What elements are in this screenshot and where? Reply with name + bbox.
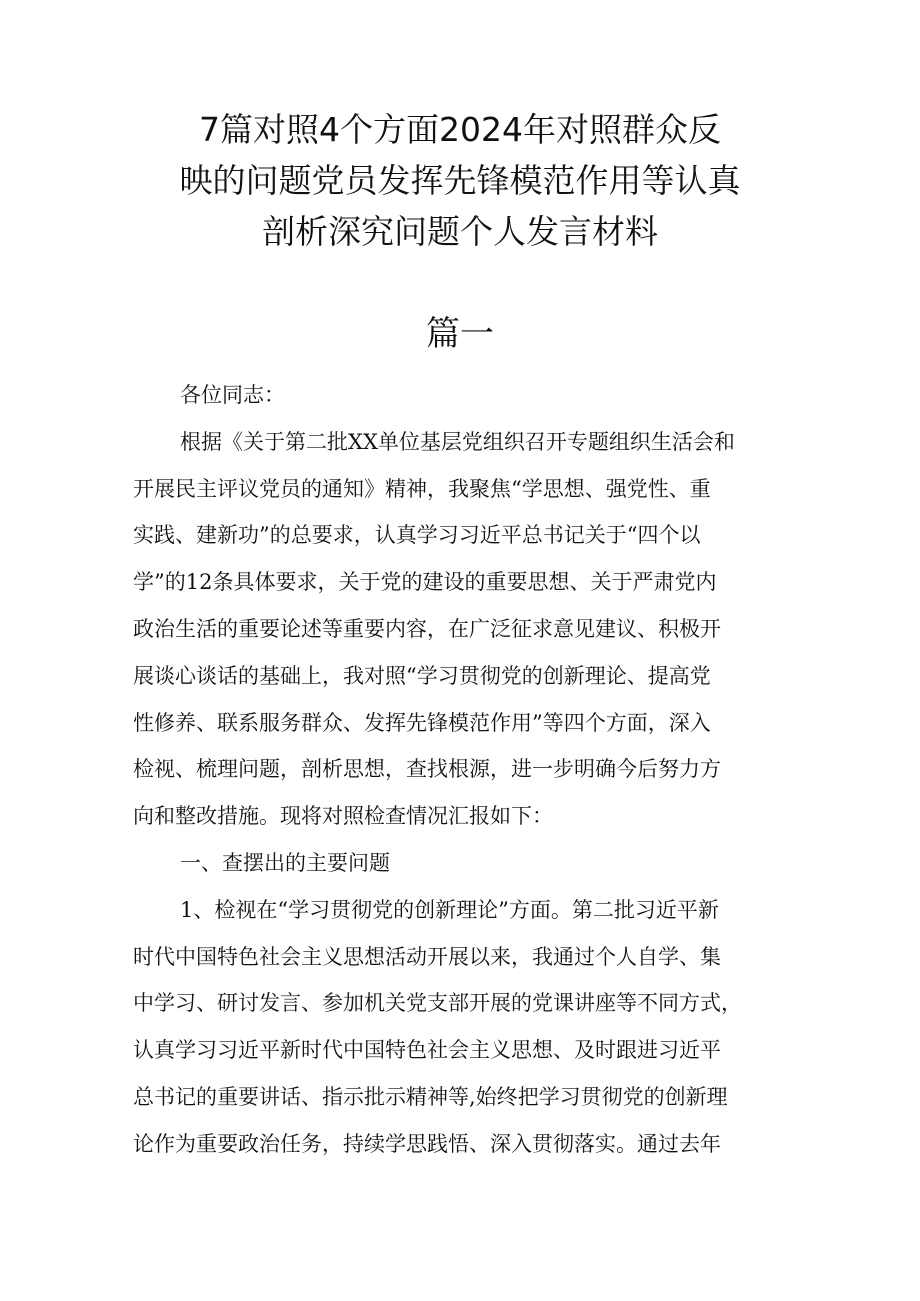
body-line: 性修养、联系服务群众、发挥先锋模范作用”等四个方面，深入 (133, 710, 711, 735)
document-title (110, 104, 810, 257)
document-body (133, 372, 793, 1168)
body-line: 政治生活的重要论述等重要内容，在广泛征求意见建议、积极开 (133, 616, 721, 641)
body-line: 展谈心谈话的基础上，我对照“学习贯彻党的创新理论、提高党 (133, 663, 711, 688)
body-line: 中学习、研讨发言、参加机关党支部开展的党课讲座等不同方式， (133, 991, 742, 1016)
title-line: 7篇对照4个方面2024年对照群众反 (199, 110, 721, 149)
body-line: 学”的12条具体要求，关于党的建设的重要思想、关于严肃党内 (133, 570, 717, 595)
body-line: 时代中国特色社会主义思想活动开展以来，我通过个人自学、集 (133, 944, 721, 969)
body-line: 开展民主评议党员的通知》精神，我聚焦“学思想、强党性、重 (133, 476, 711, 501)
body-line: 论作为重要政治任务，持续学思践悟、深入贯彻落实。通过去年 (133, 1131, 721, 1156)
body-line: 一、查摆出的主要问题 (180, 850, 390, 875)
body-line: 向和整改措施。现将对照检查情况汇报如下： (133, 804, 553, 829)
body-line: 实践、建新功”的总要求，认真学习习近平总书记关于“四个以 (133, 523, 701, 548)
body-line: 各位同志： (180, 383, 285, 407)
title-line: 剖析深究问题个人发言材料 (262, 212, 658, 251)
title-line: 映的问题党员发挥先锋模范作用等认真 (179, 161, 741, 200)
section-heading: 篇一 (426, 314, 494, 354)
body-line: 总书记的重要讲话、指示批示精神等,始终把学习贯彻党的创新理 (133, 1084, 728, 1109)
body-line: 根据《关于第二批XX单位基层党组织召开专题组织生活会和 (180, 429, 735, 454)
body-line: 认真学习习近平新时代中国特色社会主义思想、及时跟进习近平 (133, 1038, 721, 1063)
body-line: 1、检视在“学习贯彻党的创新理论”方面。第二批习近平新 (180, 897, 719, 922)
body-line: 检视、梳理问题，剖析思想，查找根源，进一步明确今后努力方 (133, 757, 721, 782)
